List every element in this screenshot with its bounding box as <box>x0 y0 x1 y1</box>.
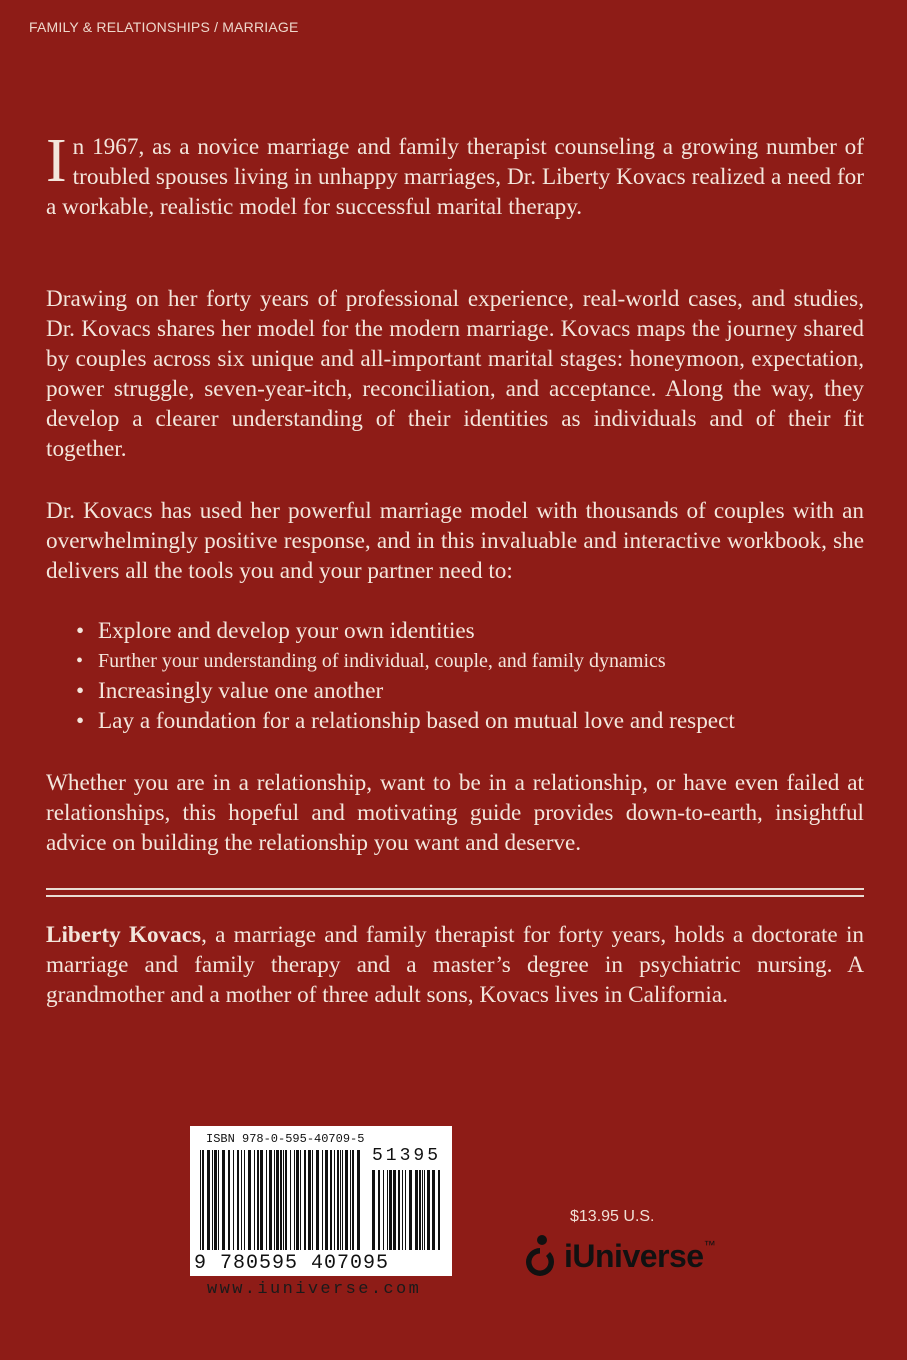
barcode-bar <box>207 1150 210 1250</box>
barcode-bar <box>405 1170 406 1250</box>
price-label: $13.95 U.S. <box>570 1208 655 1225</box>
barcode-bar <box>337 1150 339 1250</box>
list-item: • Lay a foundation for a relationship based on mutual love and respect <box>76 708 735 734</box>
barcode-bar <box>398 1170 400 1250</box>
barcode-bar <box>222 1150 225 1250</box>
barcode-bar <box>300 1150 301 1250</box>
list-item: • Explore and develop your own identities <box>76 618 475 644</box>
barcode-bar <box>283 1150 284 1250</box>
barcode-bar <box>218 1150 219 1250</box>
barcode-bar <box>237 1150 239 1250</box>
barcode-bar <box>342 1150 343 1250</box>
double-rule-divider <box>46 888 864 897</box>
barcode-bar <box>285 1150 287 1250</box>
bullet-icon: • <box>76 650 84 672</box>
barcode-bar <box>312 1150 313 1250</box>
category-label: FAMILY & RELATIONSHIPS / MARRIAGE <box>29 19 299 35</box>
barcode-bar <box>409 1170 412 1250</box>
barcode-bar <box>345 1150 348 1250</box>
barcode-bar <box>274 1150 275 1250</box>
barcode-bar <box>316 1150 319 1250</box>
barcode-bar <box>212 1150 213 1250</box>
barcode-bar <box>248 1150 251 1250</box>
intro-paragraph <box>46 127 864 222</box>
barcode-bar <box>357 1150 360 1250</box>
barcode-bar <box>334 1150 335 1250</box>
barcode-bar <box>290 1150 291 1250</box>
barcode-bar <box>422 1170 423 1250</box>
barcode-bar <box>269 1150 272 1250</box>
workbook-paragraph: Dr. Kovacs has used her powerful marriage model with thousands of couples with an overwhelmingly positive response, and in this invaluable and interactive workbook, she delivers all the tools you and your partner need to: <box>46 498 864 584</box>
trademark-symbol: ™ <box>703 1238 716 1252</box>
barcode-bar <box>202 1150 204 1250</box>
barcode-bar <box>393 1170 396 1250</box>
publisher-name: iUniverse <box>564 1237 704 1274</box>
barcode-bar <box>200 1150 201 1250</box>
barcode-bar <box>387 1170 388 1250</box>
barcode-bar <box>322 1150 323 1250</box>
barcode-bar <box>352 1150 354 1250</box>
barcode-bar <box>257 1150 259 1250</box>
barcode-bar <box>241 1150 242 1250</box>
barcode-bar <box>254 1150 255 1250</box>
intro-text: n 1967, as a novice marriage and family therapist counseling a growing number of troubled spouses living in unhappy marriages, Dr. Liberty Kovacs realized a need for a workable, realistic model for successful marital therapy. <box>46 134 864 220</box>
drop-cap: I <box>46 127 67 195</box>
isbn-label: ISBN 978-0-595-40709-5 <box>206 1132 365 1146</box>
bullet-icon: • <box>76 678 85 704</box>
publisher-website: www.iuniverse.com <box>207 1280 422 1299</box>
barcode-bar <box>432 1170 435 1250</box>
price-code: 51395 <box>372 1146 442 1166</box>
barcode-bar <box>389 1170 392 1250</box>
barcode-bar <box>350 1150 351 1250</box>
barcode-bar <box>438 1170 440 1250</box>
barcode-bar <box>214 1150 217 1250</box>
barcode-bar <box>280 1150 282 1250</box>
list-item: • Increasingly value one another <box>76 678 384 704</box>
isbn-digits: 9 780595 407095 <box>194 1252 390 1275</box>
barcode-bar <box>340 1150 341 1250</box>
barcode-bar <box>427 1170 430 1250</box>
bullet-icon: • <box>76 708 85 734</box>
barcode-bar <box>304 1150 306 1250</box>
author-name: Liberty Kovacs <box>46 922 202 948</box>
description-paragraph: Drawing on her forty years of professional experience, real-world cases, and studies, Dr. Kovacs shares her model for the modern marriage. Kovacs maps the journey shared by couples across six unique and all-important marital stages: honeymoon, expectation, power struggle, seven-year-itch, reconciliation, and acceptance. Along the way, they develop a clearer understanding of their identities as individuals and of their fit together. <box>46 286 864 462</box>
barcode-bar <box>325 1150 328 1250</box>
author-bio <box>46 920 864 1010</box>
barcode-bar <box>228 1150 230 1250</box>
list-item: • Further your understanding of individual, couple, and family dynamics <box>76 646 866 676</box>
barcode-bar <box>294 1150 295 1250</box>
isbn-barcode <box>190 1126 452 1276</box>
barcode-bar <box>378 1170 380 1250</box>
benefits-list <box>76 616 866 736</box>
barcode-bar <box>296 1150 299 1250</box>
publisher-logo <box>522 1232 716 1280</box>
barcode-bar <box>266 1150 267 1250</box>
barcode-bar <box>276 1150 279 1250</box>
barcode-bar <box>233 1150 234 1250</box>
barcode-bar <box>372 1170 375 1250</box>
barcode-bar <box>383 1170 384 1250</box>
author-bio-text: , a marriage and family therapist for forty years, holds a doctorate in marriage and family therapy and a master’s degree in psychiatric nursing. A grandmother and a mother of three adult sons, Kovacs lives in California. <box>46 922 864 1008</box>
barcode-bar <box>244 1150 245 1250</box>
barcode-bar <box>415 1170 418 1250</box>
barcode-bar <box>402 1170 403 1250</box>
barcode-bar <box>419 1170 421 1250</box>
barcode-bar <box>424 1170 425 1250</box>
closing-paragraph: Whether you are in a relationship, want to be in a relationship, or have even failed at relationships, this hopeful and motivating guide provides down-to-earth, insightful advice on building the relationship you want and deserve. <box>46 770 864 856</box>
barcode-bar <box>260 1150 263 1250</box>
iuniverse-logo-icon <box>522 1234 558 1278</box>
barcode-bar <box>330 1150 332 1250</box>
barcode-bar <box>308 1150 311 1250</box>
bullet-icon: • <box>76 618 85 644</box>
